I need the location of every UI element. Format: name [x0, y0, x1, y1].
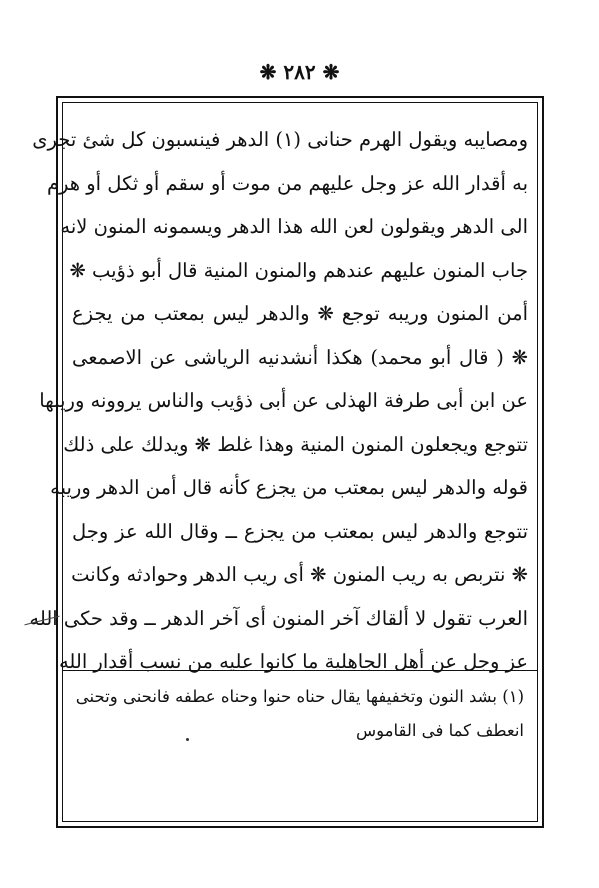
- ink-speck: [186, 738, 189, 741]
- text-line: الى الدهر ويقولون لعن الله هذا الدهر ويسمونه المنون لانه: [60, 215, 528, 238]
- main-text: [29, 118, 528, 684]
- text-line: جاب المنون عليهم عندهم والمنون المنية قال أبو ذؤيب ❋: [69, 258, 528, 282]
- text-line: قوله والدهر ليس بمعتب من يجزع كأنه قال أمن الدهر وريبه: [50, 476, 528, 499]
- text-line: العرب تقول لا ألقاك آخر المنون أى آخر الدهر ــ وقد حكى الله: [29, 606, 528, 630]
- text-line: تتوجع ويجعلون المنون المنية وهذا غلط ❋ ويدلك على ذلك: [63, 432, 528, 456]
- text-line: ❋ ( قال أبو محمد) هكذا أنشدنيه الرياشى عن الاصمعى: [72, 345, 528, 369]
- text-line: تتوجع والدهر ليس بمعتب من يجزع ــ وقال الله عز وجل: [72, 519, 528, 543]
- footnote-line: انعطف كما فى القاموس: [355, 721, 524, 740]
- text-line: به أقدار الله عز وجل عليهم من موت أو سقم أو ثكل أو هرم: [46, 171, 528, 195]
- poetry-line: أمن المنون وريبه توجع ❋ والدهر ليس بمعتب من يجزع: [72, 302, 528, 325]
- text-line: ❋ نتربص به ريب المنون ❋ أى ريب الدهر وحوادثه وكانت: [71, 563, 528, 586]
- text-line: عن ابن أبى طرفة الهذلى عن أبى ذؤيب والناس يروونه وريبها: [39, 389, 528, 412]
- text-line: عز وجل عن أهل الجاهلية ما كانوا عليه من نسب أقدار الله: [58, 650, 528, 673]
- footnote-line: (١) بشد النون وتخفيفها يقال حناه حنوا وحناه عطفه فانحنى وتحنى: [75, 687, 524, 706]
- text-line: ومصايبه ويقول الهرم حنانى (١) الدهر فينسبون كل شئ تجرى: [32, 128, 528, 151]
- footnote-divider: [62, 670, 538, 671]
- footnote: [76, 680, 524, 748]
- page-number: ❋ ٢٨٢ ❋: [259, 60, 340, 84]
